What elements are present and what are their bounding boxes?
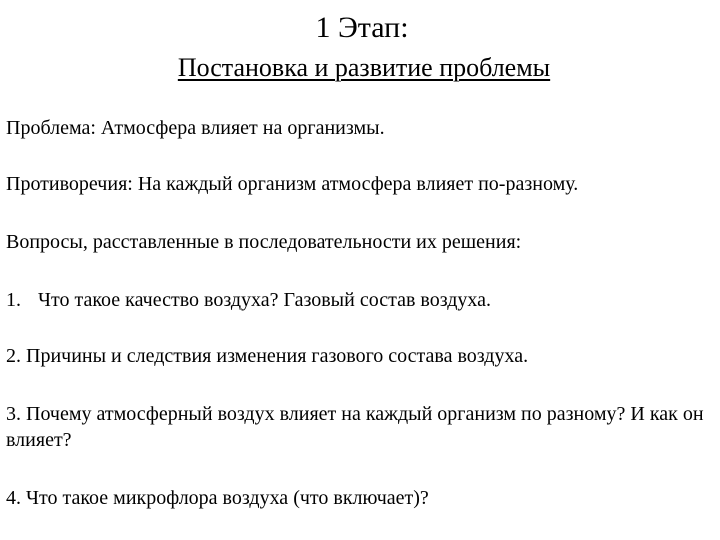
question-1	[6, 287, 706, 313]
questions-intro: Вопросы, расставленные в последовательности их решения:	[6, 231, 522, 253]
slide-title: 1 Этап:	[315, 11, 409, 44]
slide-subtitle: Постановка и развитие проблемы	[177, 53, 551, 82]
question-1-text: Что такое качество воздуха? Газовый состав воздуха.	[38, 289, 492, 311]
question-1-number: 1.	[6, 289, 21, 311]
question-2: 2. Причины и следствия изменения газового состава воздуха.	[6, 345, 529, 367]
problem-statement: Проблема: Атмосфера влияет на организмы.	[6, 117, 385, 139]
contradictions-statement: Противоречия: На каждый организм атмосфера влияет по-разному.	[6, 173, 579, 195]
question-4: 4. Что такое микрофлора воздуха (что включает)?	[6, 487, 429, 509]
question-3: 3. Почему атмосферный воздух влияет на каждый организм по разному? И как он влияет?	[6, 403, 704, 451]
